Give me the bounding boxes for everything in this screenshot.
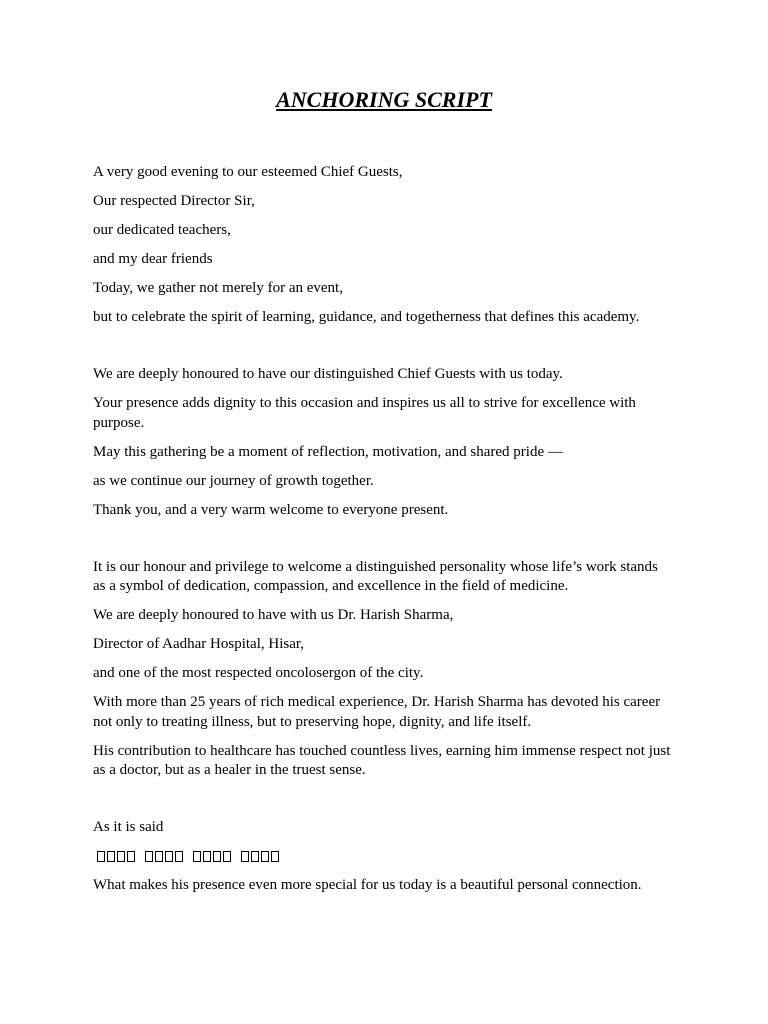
paragraph-contribution: His contribution to healthcare has touched countless lives, earning him immense respect not just as a doctor, but as a healer in the truest sense. bbox=[93, 742, 671, 778]
missing-glyph-box bbox=[107, 851, 115, 862]
paragraph-guest-name: We are deeply honoured to have with us Dr. Harish Sharma, bbox=[93, 607, 454, 623]
paragraph-guest-role: Director of Aadhar Hospital, Hisar, bbox=[93, 636, 305, 652]
missing-glyph-word bbox=[145, 851, 183, 862]
missing-glyph-box bbox=[223, 851, 231, 862]
paragraph-gather: Today, we gather not merely for an event, bbox=[93, 280, 343, 296]
section-spacer bbox=[93, 790, 673, 818]
missing-glyph-box bbox=[145, 851, 153, 862]
missing-glyph-word bbox=[241, 851, 279, 862]
paragraph-experience: With more than 25 years of rich medical experience, Dr. Harish Sharma has devoted his career not only to treating illness, but to preserving hope, dignity, and life itself. bbox=[93, 694, 661, 730]
missing-glyph-box bbox=[251, 851, 259, 862]
paragraph-presence: Your presence adds dignity to this occasion and inspires us all to strive for excellence with purpose. bbox=[93, 395, 636, 431]
paragraph-teachers: our dedicated teachers, bbox=[93, 222, 231, 238]
missing-glyph-box bbox=[165, 851, 173, 862]
missing-glyph-box bbox=[155, 851, 163, 862]
paragraph-guest-specialty: and one of the most respected oncolosergon of the city. bbox=[93, 665, 424, 681]
missing-glyph-box bbox=[271, 851, 279, 862]
missing-glyph-word bbox=[97, 851, 135, 862]
missing-glyph-quote bbox=[97, 847, 673, 867]
paragraph-honoured: We are deeply honoured to have our distinguished Chief Guests with us today. bbox=[93, 366, 563, 382]
paragraph-greeting: A very good evening to our esteemed Chief Guests, bbox=[93, 164, 403, 180]
paragraph-friends: and my dear friends bbox=[93, 251, 213, 267]
missing-glyph-box bbox=[175, 851, 183, 862]
missing-glyph-box bbox=[261, 851, 269, 862]
missing-glyph-box bbox=[127, 851, 135, 862]
section-spacer bbox=[93, 337, 673, 365]
paragraph-celebrate: but to celebrate the spirit of learning, guidance, and togetherness that defines this academy. bbox=[93, 309, 640, 325]
missing-glyph-box bbox=[213, 851, 221, 862]
paragraph-saying-intro: As it is said bbox=[93, 819, 164, 835]
missing-glyph-word bbox=[193, 851, 231, 862]
missing-glyph-box bbox=[203, 851, 211, 862]
section-spacer bbox=[93, 530, 673, 558]
missing-glyph-box bbox=[97, 851, 105, 862]
document-body bbox=[93, 163, 673, 905]
paragraph-director: Our respected Director Sir, bbox=[93, 193, 255, 209]
missing-glyph-box bbox=[193, 851, 201, 862]
paragraph-reflection: May this gathering be a moment of reflection, motivation, and shared pride — bbox=[93, 443, 563, 460]
paragraph-privilege: It is our honour and privilege to welcome a distinguished personality whose life’s work stands as a symbol of dedication, compassion, and excellence in the field of medicine. bbox=[93, 558, 658, 594]
missing-glyph-box bbox=[117, 851, 125, 862]
paragraph-connection: What makes his presence even more special for us today is a beautiful personal connection. bbox=[93, 877, 642, 893]
missing-glyph-box bbox=[241, 851, 249, 862]
paragraph-welcome: Thank you, and a very warm welcome to everyone present. bbox=[93, 501, 449, 518]
paragraph-journey: as we continue our journey of growth together. bbox=[93, 472, 374, 489]
document-title: ANCHORING SCRIPT bbox=[276, 87, 492, 112]
